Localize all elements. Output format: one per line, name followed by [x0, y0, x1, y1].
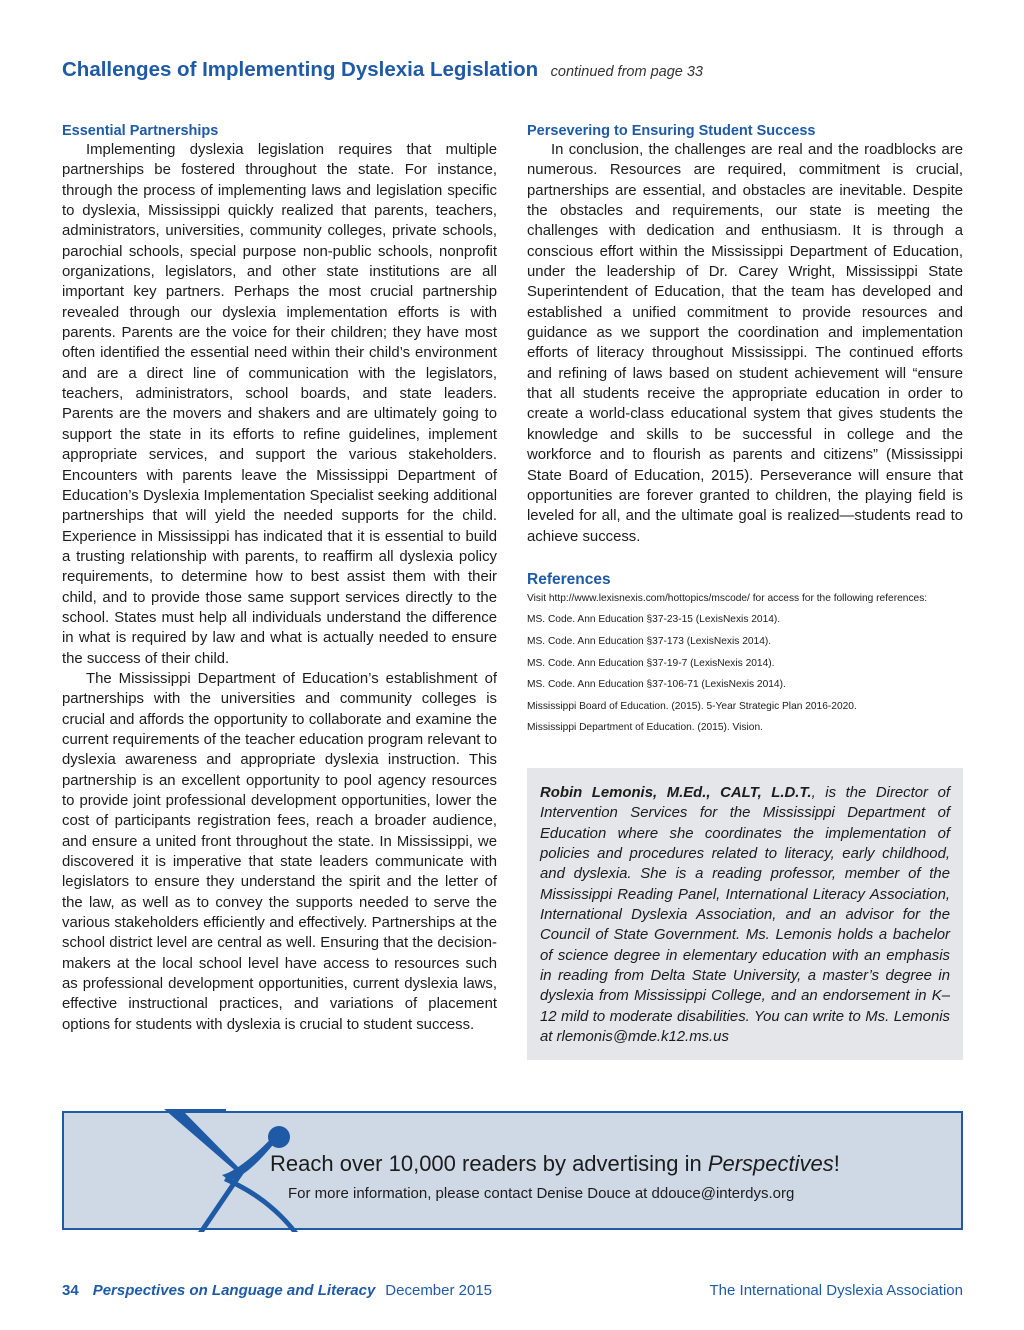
- page-number: 34: [62, 1282, 79, 1299]
- ad-contact: For more information, please contact Denise Douce at ddouce@interdys.org: [288, 1185, 795, 1202]
- left-column: [62, 122, 497, 1035]
- body-paragraph: Implementing dyslexia legislation requires that multiple partnerships be fostered throughout the state. For instance, through the process of implementing laws and legislation specific to dyslexia, Mississippi quickly realized that parents, teachers, administrators, universities, community colleges, private schools, parochial schools, special purpose non-public schools, nonprofit organizations, legislators, and other state institutions are all important key partners. Perhaps the most crucial partnership revealed through our dyslexia implementation efforts is with parents. Parents are the voice for their children; they have most often identified the essential need within their child’s environment and are a direct line of communication with the legislators, teachers, administrators, school boards, and state leaders. Parents are the movers and shakers and are ultimately going to support the state in its efforts to refine guidelines, implement appropriate services, and support the various stakeholders. Encounters with parents leave the Mississippi Department of Education’s Dyslexia Implementation Specialist seeking additional partnerships that will yield the needed supports for the child. Experience in Mississippi has indicated that it is essential to build a trusting relationship with parents, to reaffirm all dyslexia policy requirements, to determine how to best assist them with their child, and to provide those same support services directly to the school. States must help all individuals understand the difference in what is required by law and what is actually needed to ensure the success of their child.: [62, 142, 497, 667]
- author-name: Robin Lemonis, M.Ed., CALT, L.D.T.: [540, 785, 812, 801]
- reference-item: Visit http://www.lexisnexis.com/hottopics/mscode/ for access for the following references:: [527, 592, 928, 604]
- issue-date: December 2015: [385, 1282, 493, 1299]
- article-title: Challenges of Implementing Dyslexia Legislation: [62, 58, 539, 81]
- reference-item: Mississippi Board of Education. (2015). 5-Year Strategic Plan 2016-2020.: [527, 700, 857, 712]
- reference-item: MS. Code. Ann Education §37-106-71 (LexisNexis 2014).: [527, 679, 786, 691]
- author-bio-box: [527, 768, 963, 1060]
- advertising-banner: [62, 1111, 963, 1230]
- page-footer: [62, 1282, 963, 1299]
- article-header: [62, 58, 703, 82]
- magazine-title: Perspectives on Language and Literacy: [92, 1282, 376, 1299]
- reference-item: MS. Code. Ann Education §37-173 (LexisNexis 2014).: [527, 636, 772, 648]
- body-paragraph: In conclusion, the challenges are real and the roadblocks are numerous. Resources are required, commitment is crucial, partnerships are essential, and obstacles are inevitable. Despite the obstacles and requirements, our state is meeting the challenges with dedication and enthusiasm. It is through a conscious effort within the Mississippi Department of Education, under the leadership of Dr. Carey Wright, Mississippi State Superintendent of Education, that the team has developed and established a unified commitment to provide resources and guidance as we support the coordination and implementation efforts of literacy throughout Mississippi. The continued efforts and refining of laws based on student achievement will “ensure that all students receive the appropriate education in order to create a world-class educational system that gives students the knowledge and skills to be successful in college and the workforce and to flourish as parents and citizens” (Mississippi State Board of Education, 2015). Perseverance will ensure that opportunities are forever granted to children, the playing field is leveled for all, and the ultimate goal is realized—students read to achieve success.: [527, 142, 963, 545]
- references-list: [527, 592, 963, 735]
- reference-item: Mississippi Department of Education. (2015). Vision.: [527, 722, 763, 734]
- section-heading-partnerships: Essential Partnerships: [62, 123, 219, 139]
- continued-note: continued from page 33: [550, 64, 703, 80]
- section-heading-persevering: Persevering to Ensuring Student Success: [527, 123, 816, 139]
- ad-headline: Reach over 10,000 readers by advertising in Perspectives!: [270, 1151, 840, 1176]
- author-bio: [540, 783, 950, 1047]
- reference-item: MS. Code. Ann Education §37-19-7 (LexisNexis 2014).: [527, 657, 775, 669]
- author-bio-text: , is the Director of Intervention Services for the Mississippi Department of Education where she coordinates the implementation of policies and procedures related to literacy, early childhood, and dyslexia. She is a reading professor, member of the Mississippi Reading Panel, International Literacy Association, International Dyslexia Association, and an advisor for the Council of State Government. Ms. Lemonis holds a bachelor of science degree in elementary education with an emphasis in reading from Delta State University, a master’s degree in dyslexia from Mississippi College, and an endorsement in K–12 mild to moderate disabilities. You can write to Ms. Lemonis at rlemonis@mde.k12.ms.us: [540, 785, 950, 1046]
- references-heading: References: [527, 570, 611, 588]
- body-paragraph: The Mississippi Department of Education’s establishment of partnerships with the universities and community colleges is crucial and affords the opportunity to collaborate and examine the current requirements of the teacher education program relevant to dyslexia awareness and appropriate dyslexia instruction. This partnership is an excellent opportunity to pool agency resources to provide joint professional development opportunities, lower the cost of participants registration fees, reach a broader audience, and ensure a united front throughout the state. In Mississippi, we discovered it is imperative that state leaders communicate with legislators to ensure they understand the spirit and the letter of the law, as well as to convey the supports needed to serve the various stakeholders efficiently and effectively. Partnerships at the school district level are central as well. Ensuring that the decision-makers at the local school level have access to resources such as professional development opportunities, current dyslexia laws, effective instructional practices, and variations of placement options for students with dyslexia is crucial to student success.: [62, 670, 497, 1033]
- right-column: [527, 122, 963, 743]
- reference-item: MS. Code. Ann Education §37-23-15 (LexisNexis 2014).: [527, 614, 781, 626]
- organization-name: The International Dyslexia Association: [709, 1282, 963, 1299]
